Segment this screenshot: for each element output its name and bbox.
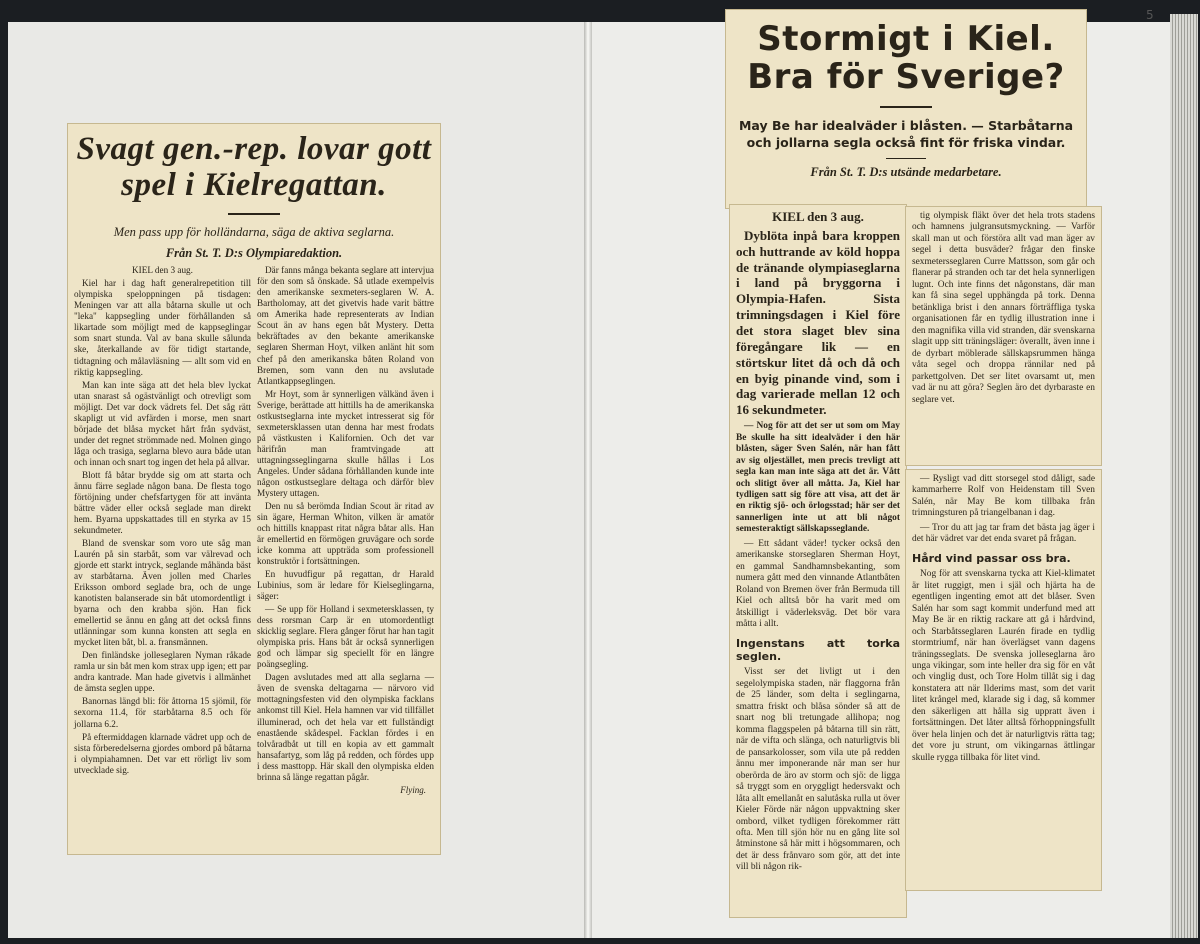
signature: Flying. — [400, 784, 426, 795]
article-column-1 — [74, 265, 251, 795]
page-number: 5 — [1146, 8, 1154, 22]
paragraph: Banornas längd bli: för åttorna 15 sjömil, för sexorna 11.4, för starbåtarna 8.5 och för jollarna 6.2. — [74, 696, 251, 729]
paragraph: Blott få båtar brydde sig om att starta och ännu färre seglade någon bana. De flesta togo förtöjning under chefsfartygen för att invänta bättre väder eller också seglade man direkt hem. Byarna uppskattades till en styrka av 15 sekundmeter. — [74, 469, 251, 535]
intro-paragraph: Dyblöta inpå bara kroppen och huttrande av köld hoppa de tränande olympiaseglarna i land på bryggorna i Olympia-Hafen. Sista trimningsdagen i Kiel före det stora slaget blev sina föregångare lik — en störtskur litet då och då och en byig pinande vind, som i dag varierade mellan 12 och 16 sekundmeter. — [736, 227, 900, 418]
paragraph: — Ett sådant väder! tycker också den amerikanske storseglaren Sherman Hoyt, en gammal Sandhamnsbekanting, som numera gått med den vinnande Atlantbåten Roland von Bremen över från Bermuda till Kiel och alltså bör ha varit med om åtskilligt i väderleksväg. Det bör vara måtta i allt. — [736, 538, 900, 630]
lead-rule — [886, 158, 926, 159]
subheading: Ingenstans att torka seglen. — [736, 636, 900, 664]
byline: Från St. T. D:s Olympiaredaktion. — [165, 246, 343, 261]
article-body — [730, 205, 906, 881]
article-column-2 — [257, 265, 434, 795]
paragraph: Där fanns många bekanta seglare att intervjua för den som så önskade. Så utlade exempelvis den amerikanske sexmeters-seglaren W. A. Bartholomay, att det givetvis hade varit bättre om Amerika hade representerats av Indian Scout än av hans egen båt Mystery. Detta bekräftades av den bekante amerikanske seglaren Sherman Hoyt, vilken anlänt hit som chef på den amerikanska båten Roland von Bremen, som vann den nu avslutade Atlantkappseglingen. — [257, 265, 434, 386]
paragraph: tig olympisk fläkt över det hela trots stadens och hamnens julgransutsmyckning. — Varför skall man ut och förstöra allt vad man äger av segel i detta busväder? frågar den finske sexmetersseglaren Curre Mattsson, som går och flanerar på stranden och tar det hela synnerligen lugnt. Och inte finns det någonstans, där man kan få sina segel upphängda på tork. Denna betänkliga brist i den annars förträffliga tyska organisationen får en tydlig illustration inne i den magnifika villa vid stranden, där svenskarna slagit upp sitt träningsläger: överallt, även inne i de dyrbart möblerade sällskapsrummen hänga våta segel och droppa rännilar ned på parkettgolven. Det ser litet ovarsamt ut, men vad är nu att göra? Seglen äro det dyrbaraste en seglare vet. — [912, 211, 1095, 405]
paragraph: Nog för att svenskarna tycka att Kiel-klimatet är litet ruggigt, men i själ och hjärta ha de egentligen ingenting emot att det blåser. Sven Salén har som sagt kommit underfund med att May Be är en riktig rackare att gå i hårdvind, och Starbåtsseglaren Laurén firade en tydlig stormtriumf, när han överlägset vann dagens träningsseglats. De svenska jolleseglarna äro unga vikingar, som inte heller dra sig för en våt och vinglig dust, och Tore Holm tillåt sig i dag konstatera att när Ilderims mast, som det varit litet krångel med, klarade sig i dag, så kommer den säkerligen att hålla sig uppratt även i fortsättningen. Det låter alltså förhoppningsfullt över hela linjen och det är naturligtvis rätta tag; det vore ju strunt, om vikingarnas ättlingar skulle rygga tillbaka för litet vind. — [912, 569, 1095, 763]
paragraph: På eftermiddagen klarnade vädret upp och de sista förberedelserna gjordes ombord på båtarna i olympiahamnen. Det var ett rörligt liv som utvecklade sig. — [74, 731, 251, 775]
paragraph: Man kan inte säga att det hela blev lyckat utan snarast så ogästvänligt och otrevligt som möjligt. Det var dock vädrets fel. Det såg rätt skapligt ut vid avfärden i morse, men snart började det blåsa mycket hårt från sydväst, under det regnet strömmade ned. Molnen gingo låga och trasiga, seglarna blevo aura både utan och innan och snart tog ingen det hela på allvar. — [74, 379, 251, 467]
article-body — [906, 207, 1101, 413]
page-edges — [1170, 14, 1198, 938]
headline: Stormigt i Kiel. Bra för Sverige? — [747, 19, 1065, 98]
book-spine — [584, 22, 592, 938]
lead: Men pass upp för holländarna, säga de aktiva seglarna. — [113, 225, 395, 240]
paragraph: Den finländske jolleseglaren Nyman råkade ramla ur sin båt men kom strax upp igen; ett par andra kantrade. Man hade givetvis i allmänhet de ämsta seglen uppe. — [74, 650, 251, 694]
lead: May Be har idealväder i blåsten. — Starbåtarna och jollarna segla också fint för friska vindar. — [738, 118, 1074, 151]
dateline: KIEL den 3 aug. — [772, 209, 864, 224]
paragraph: Visst ser det livligt ut i den segelolympiska staden, när flaggorna från de 25 länder, som delta i seglingarna, smattra friskt och blåsa sönder så att de snart nog bli tretungade allihopa; nog komma flaggspelen på båtarna till sin rätt, när de vifta och slänga, och naturligtvis bli de pansarkolosser, som vila ute på redden ännu mer imponerande när man ser hur oberörda de äro av storm och sjö: de ligga så tryggt som en oryggligt hedersvakt och låta allt emellanåt en salutåska rulla ut över Kieler Förde när någon uppvaktning sker ombord, vilket tydligen förekommer rätt ofta. Men till sjön hör nu en gång lite sol åtminstone så här mitt i högsommaren, och det är dess frånvaro som gör, att det inte vill bli någon rik- — [736, 667, 900, 873]
headline-rule — [228, 213, 280, 215]
newspaper-clipping-headline — [726, 10, 1086, 208]
newspaper-clipping-column-3 — [906, 470, 1101, 890]
dateline: KIEL den 3 aug. — [132, 265, 193, 276]
paragraph: Kiel har i dag haft generalrepetition till olympiska speloppningen på tisdagen: Meningen var att alla båtarna skulle ut och "leka" kappsegling under förhållanden så likartade som möjligt med de kappseglingar som snart stunda. Val av bana skulle sålunda ske, återkallande av för tidigt startande, tidtagning och målavläsning — allt som vid en riktig kappsegling. — [74, 278, 251, 377]
paragraph: Mr Hoyt, som är synnerligen välkänd även i Sverige, berättade att hittills ha de amerikanska ostkustseglarna inte mycket intresserat sig för sexmetersklassen utan denna har mest frodats på västkusten i Kalifornien. Och det var härifrån man framtvingade att uttagningsseglingarna skulle hållas i Los Angeles. Under sådana förhållanden kunde inte någon ostkustseglare deltaga och därför blev Mystery uttagen. — [257, 388, 434, 498]
subheading: Hård vind passar oss bra. — [912, 551, 1071, 565]
newspaper-clipping-left — [68, 124, 440, 854]
paragraph: Den nu så berömda Indian Scout är ritad av sin ägare, Herman Whiton, vilken är amatör och hittills knappast ritat några båtar alls. Han är emellertid en förmögen gruvägare och sorde icke komma att uppträda som professionell konstruktör i fortsättningen. — [257, 500, 434, 567]
newspaper-clipping-column-2 — [906, 207, 1101, 465]
newspaper-clipping-column-1 — [730, 205, 906, 917]
paragraph: — Se upp för Holland i sexmetersklassen, ty dess rorsman Carp är en utomordentligt skicklig seglare. Flera gånger förut har han tagit olympiska pris. Hans båt är också synnerligen god och lämpar sig speciellt för en längre poängsegling. — [257, 604, 434, 670]
paragraph: — Rysligt vad ditt storsegel stod dåligt, sade kammarherre Rolf von Heidenstam till Sven Salén, när May Be kom tillbaka från trimningsturen på triangelbanan i dag. — [912, 474, 1095, 519]
paragraph: En huvudfigur på regattan, dr Harald Lubinius, som är ledare för Kielseglingarna, säger: — [257, 569, 434, 602]
article-columns — [68, 265, 440, 795]
headline-rule — [880, 106, 932, 108]
headline: Svagt gen.-rep. lovar gott spel i Kielregattan. — [76, 131, 432, 203]
paragraph: Bland de svenskar som voro ute såg man Laurén på sin starbåt, som var välrevad och gjorde ett starkt intryck, seglande måhända bäst av starbåtarna. Även jollen med Charles Eriksson ombord seglade bra, och de unge kanotisten balanserade sin båt utomordentligt i byarna och den krabba sjön. Han fick emellertid se ännu en gång att det också finns utlänningar som kunna konsten att segla en mycket liten båt, bl. a. fransmännen. — [74, 538, 251, 648]
byline: Från St. T. D:s utsände medarbetare. — [810, 164, 1002, 179]
article-body — [906, 470, 1101, 771]
paragraph: — Tror du att jag tar fram det bästa jag äger i det här vädret var det enda svaret på frågan. — [912, 522, 1095, 545]
paragraph: Dagen avslutades med att alla seglarna — även de svenska deltagarna — närvoro vid mottagningsfesten vid den olympiska facklans ankomst till Kiel. Hela hamnen var vid tillfället illuminerad, och det hela var ett fullständigt enastående skådespel. Facklan fördes i en tolvåradbåt ut till en kopia av ett gammalt hansafartyg, som låg på redden, och fördes upp i dess masttopp. Här skall den olympiska elden brinna så länge regattan pågår. — [257, 672, 434, 782]
quote-paragraph: — Nog för att det ser ut som om May Be skulle ha sitt idealväder i den här blåsten, säger Sven Salén, när han fått av sig oljestället, men precis trevligt att segla kan man inte säga att det är. Vått och slitigt över all måtta. Ja, Kiel har tydligen satt sig före att visa, att det är en riktig sjö- och örlogsstad; här ser det sannerligen inte ut att bli något semesteraktigt sällskapsseglande. — [736, 421, 900, 535]
